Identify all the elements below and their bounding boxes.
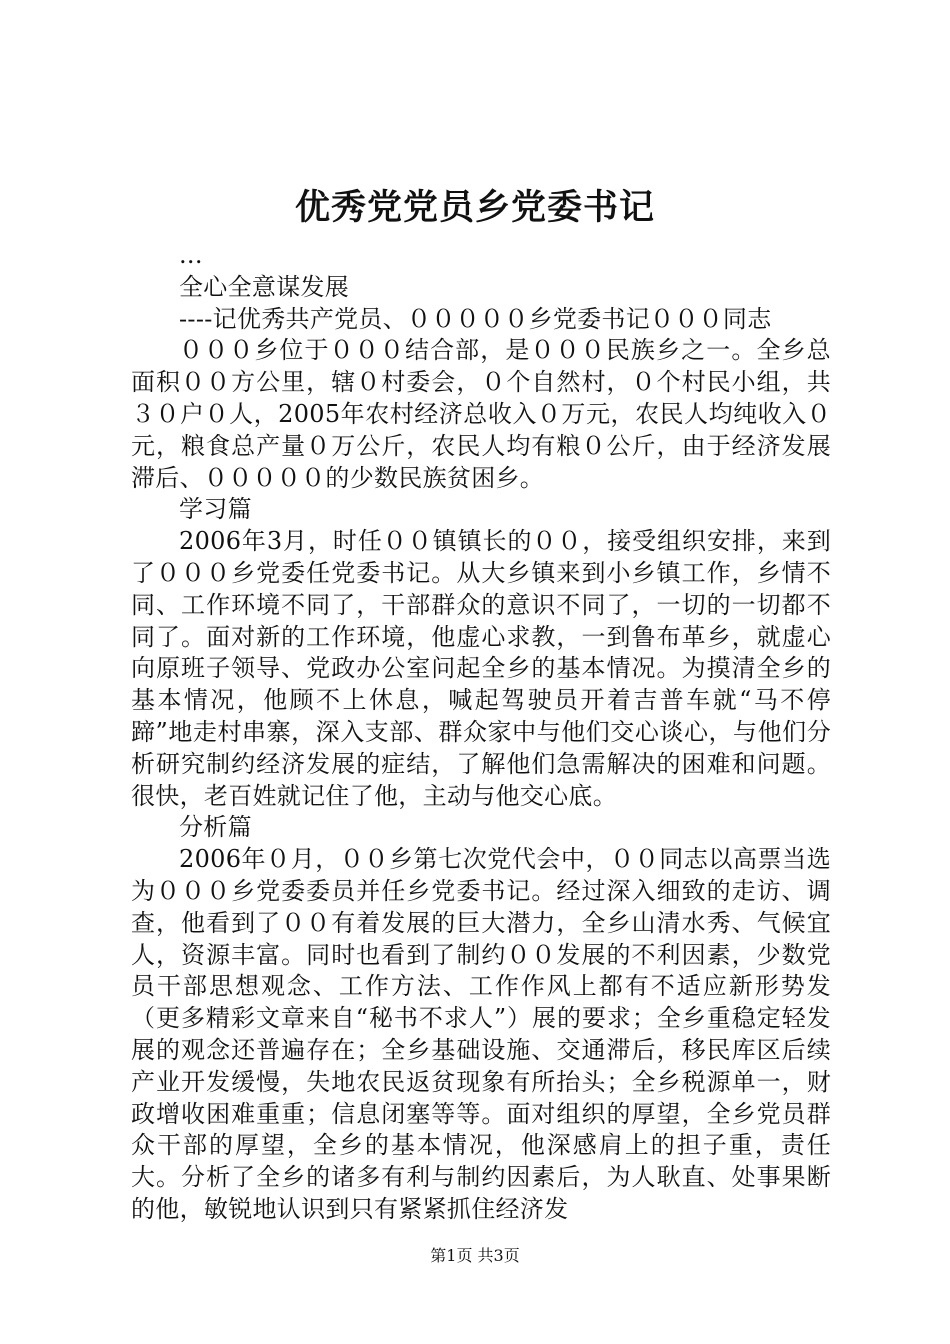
section-heading: 学习篇	[179, 495, 252, 524]
section-heading: 分析篇	[179, 813, 252, 842]
page-number: 第1页 共3页	[430, 1246, 520, 1265]
document-title: 优秀党党员乡党委书记	[294, 187, 655, 228]
section-heading: 全心全意谋发展	[179, 272, 350, 301]
document-body	[131, 240, 831, 1226]
body-paragraph: 2006年０月，００乡第七次党代会中，００同志以高票当选为０００乡党委委员并任乡党委书记。经过深入细致的走访、调查，他看到了００有着发展的巨大潜力，全乡山清水秀、气候宜人，资源丰富。同时也看到了制约００发展的不利因素，少数党员干部思想观念、工作方法、工作作风上都有不适应新形势发（更多精彩文章来自“秘书不求人”）展的要求；全乡重稳定轻发展的观念还普遍存在；全乡基础设施、交通滞后，移民库区后续产业开发缓慢，失地农民返贫现象有所抬头；全乡税源单一，财政增收困难重重；信息闭塞等等。面对组织的厚望，全乡党员群众干部的厚望，全乡的基本情况，他深感肩上的担子重，责任大。分析了全乡的诸多有利与制约因素后，为人耿直、处事果断的他，敏锐地认识到只有紧紧抓住经济发	[131, 845, 831, 1223]
body-paragraph: ０００乡位于０００结合部，是０００民族乡之一。全乡总面积００方公里，辖０村委会，０个自然村，０个村民小组，共３０户０人，2005年农村经济总收入０万元，农民人均纯收入０元，粮食总产量０万公斤，农民人均有粮０公斤，由于经济发展滞后、０００００的少数民族贫困乡。	[131, 336, 831, 492]
ellipsis-line: ...	[179, 241, 203, 269]
subtitle-line: ----记优秀共产党员、０００００乡党委书记０００同志	[179, 304, 772, 333]
body-paragraph: 2006年3月，时任００镇镇长的００，接受组织安排，来到了０００乡党委任党委书记。从大乡镇来到小乡镇工作，乡情不同、工作环境不同了，干部群众的意识不同了，一切的一切都不同了。面对新的工作环境，他虚心求教，一到鲁布革乡，就虚心向原班子领导、党政办公室问起全乡的基本情况。为摸清全乡的基本情况，他顾不上休息，喊起驾驶员开着吉普车就“马不停蹄”地走村串寨，深入支部、群众家中与他们交心谈心，与他们分析研究制约经济发展的症结，了解他们急需解决的困难和问题。很快，老百姓就记住了他，主动与他交心底。	[131, 527, 831, 810]
